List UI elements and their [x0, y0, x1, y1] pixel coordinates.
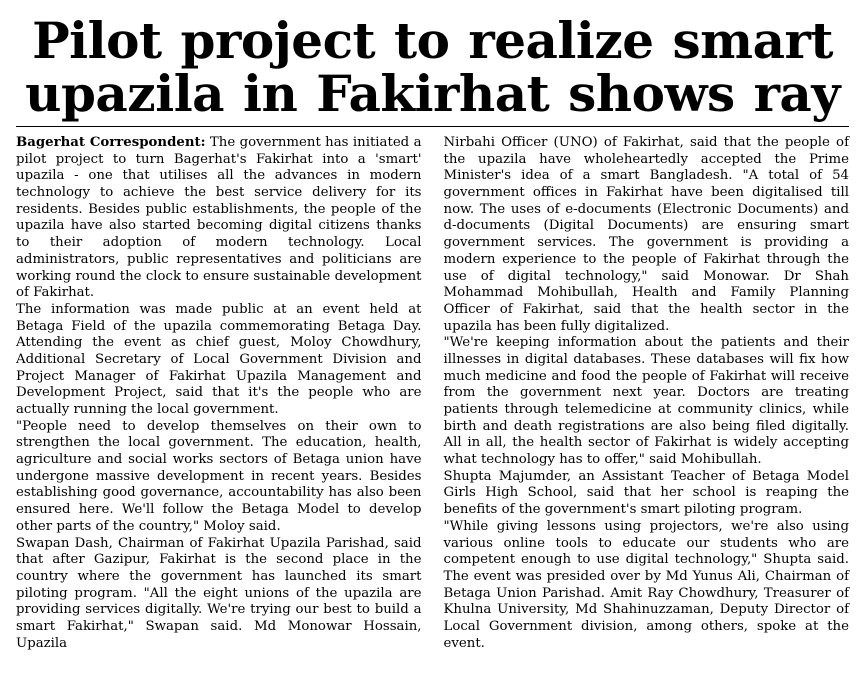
headline-line-2: upazila in Fakirhat shows ray — [25, 64, 840, 123]
paragraph-left-1 — [16, 135, 422, 302]
paragraph-right-1: Nirbahi Officer (UNO) of Fakirhat, said that the people of the upazila have wholeheartedly accepted the Prime Minister's idea of a smart Bangladesh. "A total of 54 government offices in Fakirhat have been digitalised till now. The uses of e-documents (Electronic Documents) and d-documents (Digital Documents) are ensuring smart government services. The government is providing a modern experience to the people of Fakirhat through the use of digital technology," said Monowar. Dr Shah Mohammad Mohibullah, Health and Family Planning Officer of Fakirhat, said that the health sector in the upazila has been fully digitalized. — [443, 135, 849, 334]
article-column-left — [16, 135, 422, 652]
paragraph-left-3: "People need to develop themselves on their own to strengthen the local government. The education, health, agriculture and social works sectors of Betaga union have undergone massive development in recent years. Besides establishing good governance, accountability has also been ensured here. We'll follow the Betaga Model to develop other parts of the country," Moloy said. — [16, 418, 422, 534]
byline: Bagerhat Correspondent: — [16, 135, 206, 150]
headline-line-1: Pilot project to realize smart — [32, 11, 833, 70]
paragraph-left-1-text: The government has initiated a pilot project to turn Bagerhat's Fakirhat into a 'smart' upazila - one that utilises all the advances in modern technology to achieve the best service delivery for its residents. Besides public establishments, the people of the upazila have also started becoming digital citizens thanks to their adoption of modern technology. Local administrators, public representatives and politicians are working round the clock to ensure sustainable development of Fakirhat. — [16, 135, 422, 301]
article-columns — [16, 135, 849, 652]
headline-divider — [16, 126, 849, 127]
paragraph-right-4: "While giving lessons using projectors, we're also using various online tools to educate our students who are competent enough to use digital technology," Shupta said. The event was presided over by Md Yunus Ali, Chairman of Betaga Union Parishad. Amit Ray Chowdhury, Treasurer of Khulna University, Md Shahinuzzaman, Deputy Director of Local Government division, among others, spoke at the event. — [443, 518, 849, 651]
page-title — [16, 11, 849, 123]
paragraph-left-4: Swapan Dash, Chairman of Fakirhat Upazila Parishad, said that after Gazipur, Fakirhat is the second place in the country where the government has launched its smart piloting program. "All the eight unions of the upazila are providing services digitally. We're trying our best to build a smart Fakirhat," Swapan said. Md Monowar Hossain, Upazila — [16, 535, 422, 651]
paragraph-right-3: Shupta Majumder, an Assistant Teacher of Betaga Model Girls High School, said that her school is reaping the benefits of the government's smart piloting program. — [443, 468, 849, 518]
paragraph-left-2: The information was made public at an event held at Betaga Field of the upazila commemorating Betaga Day. Attending the event as chief guest, Moloy Chowdhury, Additional Secretary of Local Government Division and Project Manager of Fakirhat Upazila Management and Development Project, said that it's the people who are actually running the local government. — [16, 301, 422, 417]
paragraph-right-2: "We're keeping information about the patients and their illnesses in digital databases. These databases will fix how much medicine and food the people of Fakirhat will receive from the government next year. Doctors are treating patients through telemedicine at community clinics, while birth and death registrations are also being filed digitally. All in all, the health sector of Fakirhat is widely accepting what technology has to offer," said Mohibullah. — [443, 335, 849, 468]
article-column-right — [444, 135, 850, 652]
